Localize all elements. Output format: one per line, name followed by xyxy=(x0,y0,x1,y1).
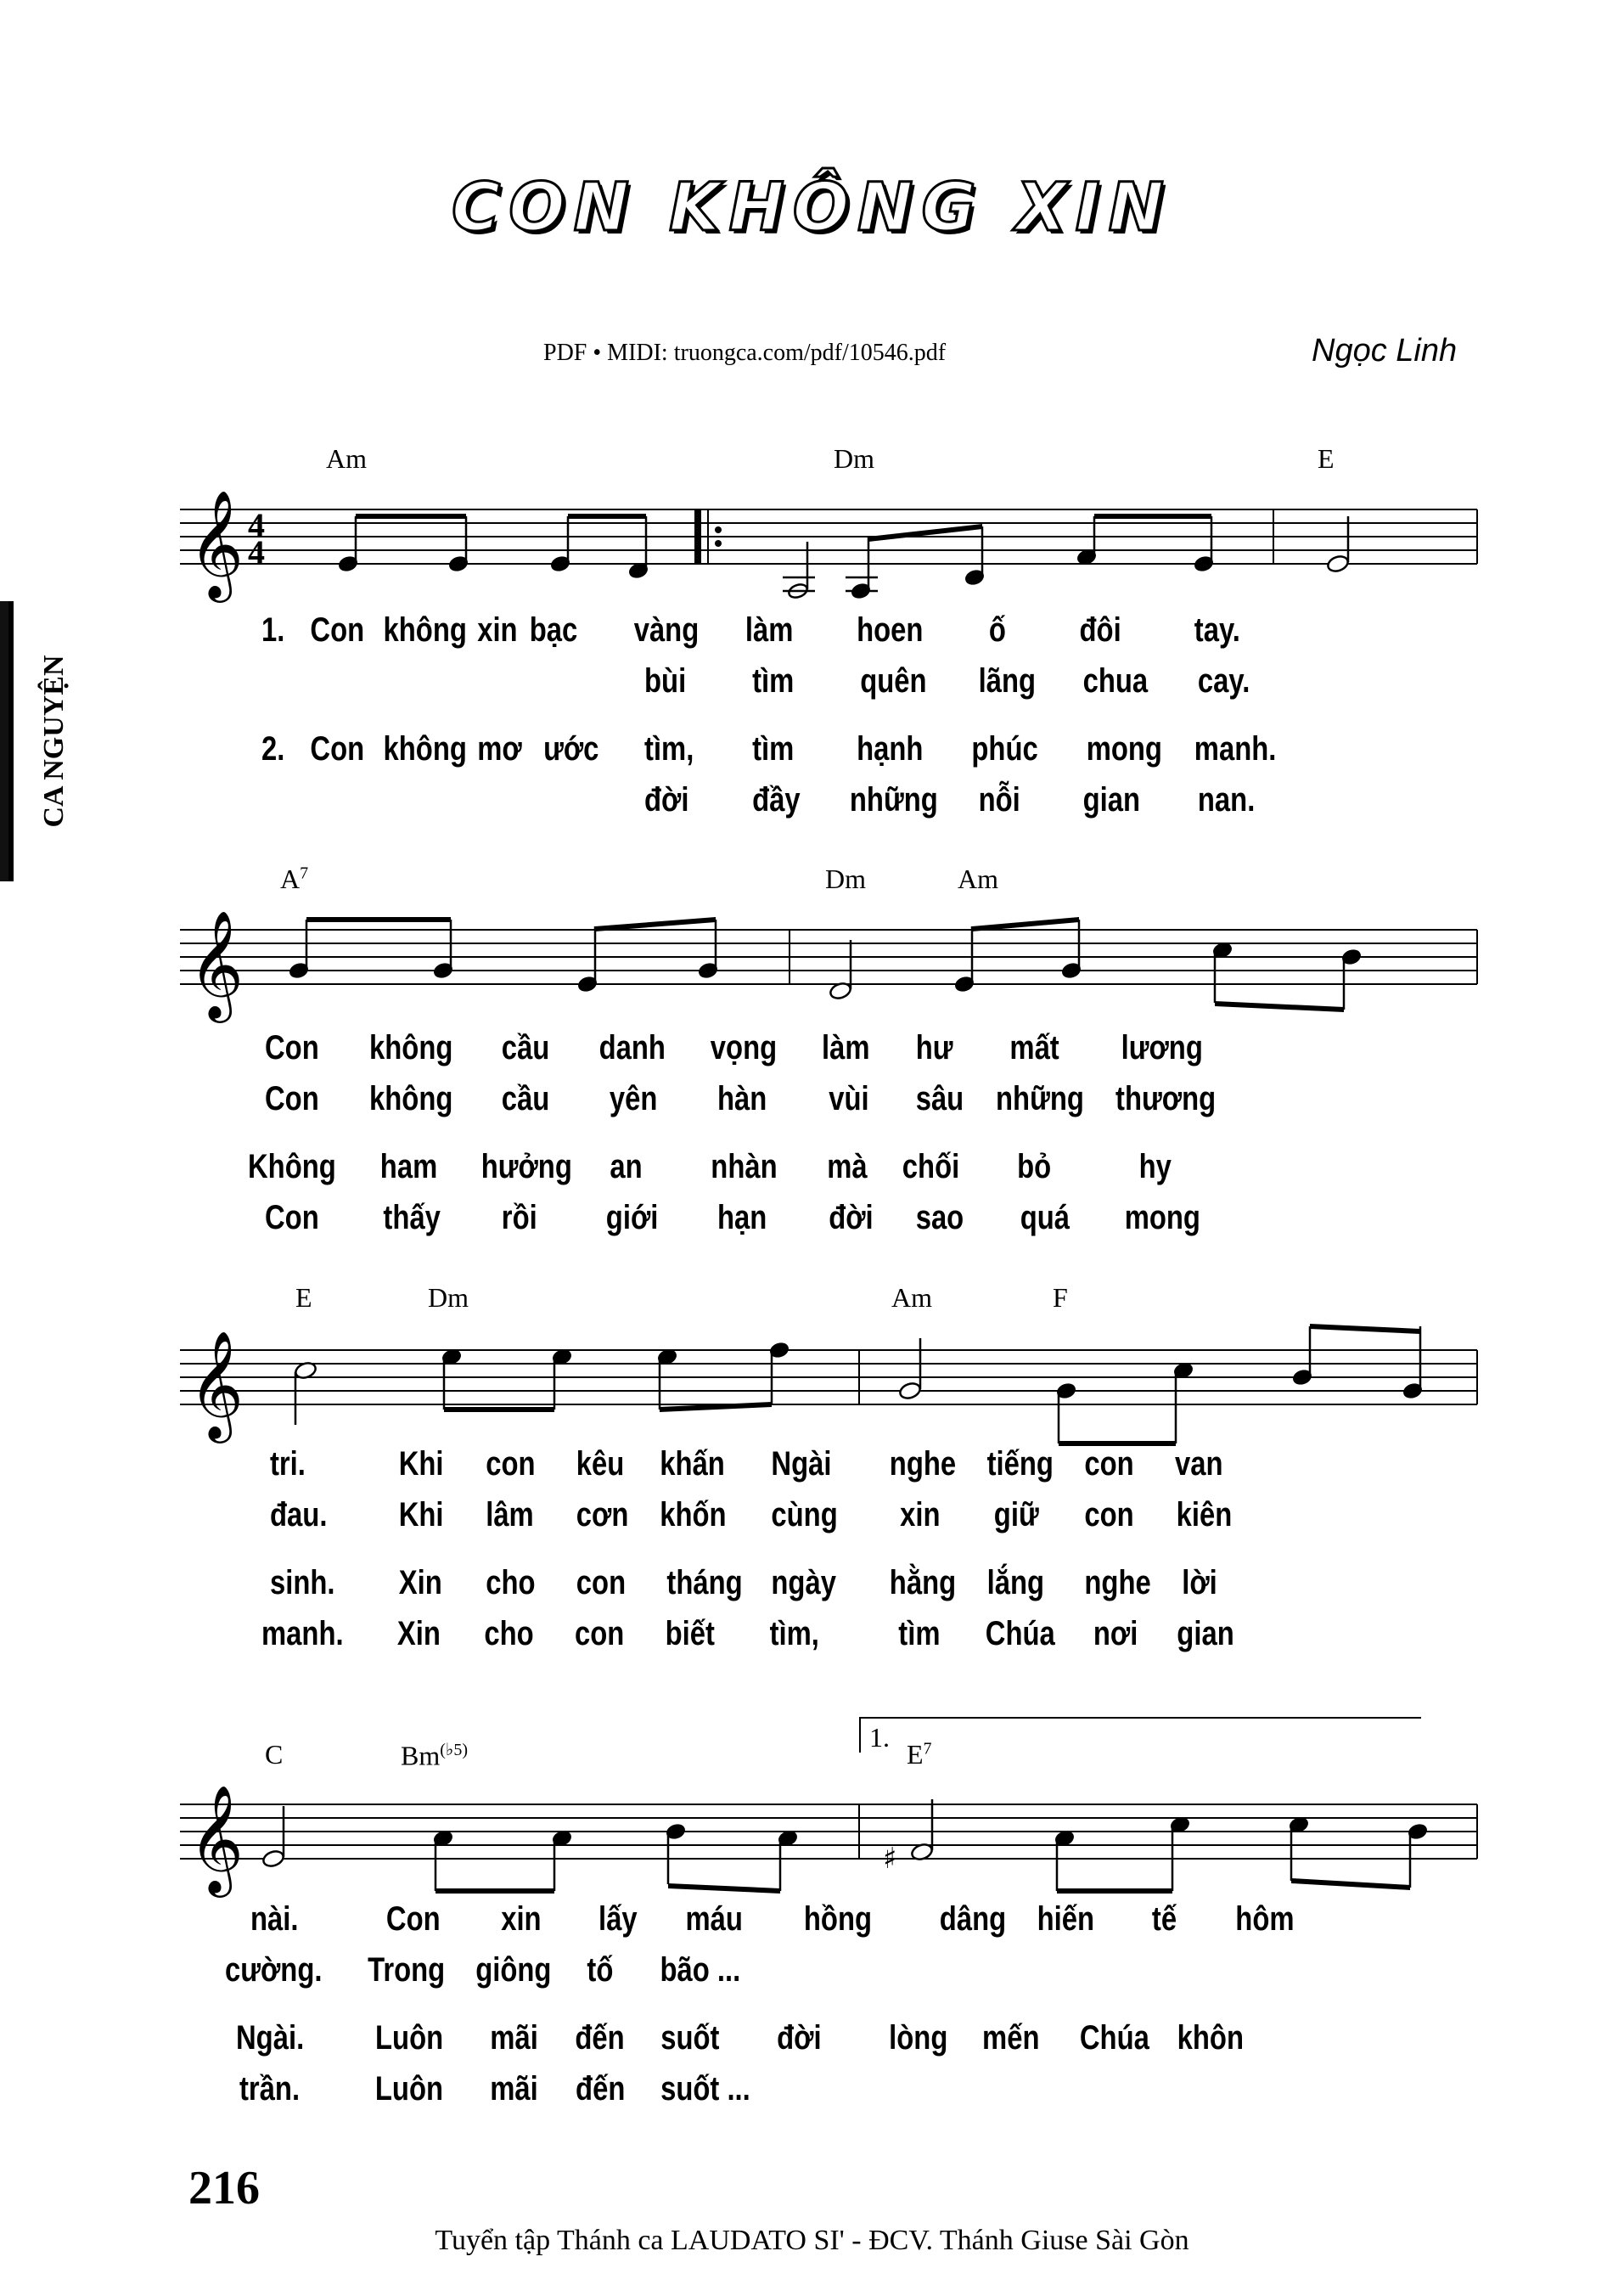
time-signature-bottom: 4 xyxy=(248,533,265,571)
section-side-tab xyxy=(0,601,83,881)
music-staff xyxy=(0,467,1624,637)
chord-symbol: Am xyxy=(326,443,367,474)
chord-symbol: $E^7$ xyxy=(907,1739,932,1770)
repeat-barline xyxy=(694,509,701,564)
footer-text: Tuyển tập Thánh ca LAUDATO SI' - ĐCV. Thánh Giuse Sài Gòn xyxy=(435,2225,1189,2256)
chord-symbol: F xyxy=(1053,1282,1068,1313)
chord-symbol: Dm xyxy=(825,864,866,894)
chord-symbol: Dm xyxy=(428,1282,469,1313)
volta-number: 1. xyxy=(869,1722,890,1753)
chord-symbol: Am xyxy=(891,1282,932,1313)
source-link[interactable]: PDF • MIDI: truongca.com/pdf/10546.pdf xyxy=(543,340,947,366)
song-title: CON KHÔNG XIN xyxy=(452,170,1172,246)
treble-clef-icon: 𝄞 xyxy=(188,489,244,598)
volta-bracket xyxy=(859,1717,1421,1753)
chord-symbol: Am xyxy=(958,864,998,894)
chord-symbol: E xyxy=(1318,443,1335,474)
page-number: 216 xyxy=(188,2162,260,2214)
composer-name: Ngọc Linh xyxy=(1312,333,1458,369)
treble-clef-icon: 𝄞 xyxy=(188,909,244,1018)
chord-symbol: $A^7$ xyxy=(280,864,309,894)
chord-symbol: E xyxy=(295,1282,312,1313)
section-label: CA NGUYỆN xyxy=(38,655,70,828)
chord-symbol: $Bm^{(♭5)}$ xyxy=(401,1740,468,1771)
music-staff xyxy=(0,887,1624,1057)
treble-clef-icon: 𝄞 xyxy=(188,1330,244,1438)
chord-symbol: C xyxy=(265,1739,284,1770)
chord-symbol: Dm xyxy=(834,443,874,474)
time-signature-top: 4 xyxy=(248,506,265,544)
sharp-icon: ♯ xyxy=(883,1842,897,1876)
treble-clef-icon: 𝄞 xyxy=(188,1784,244,1893)
